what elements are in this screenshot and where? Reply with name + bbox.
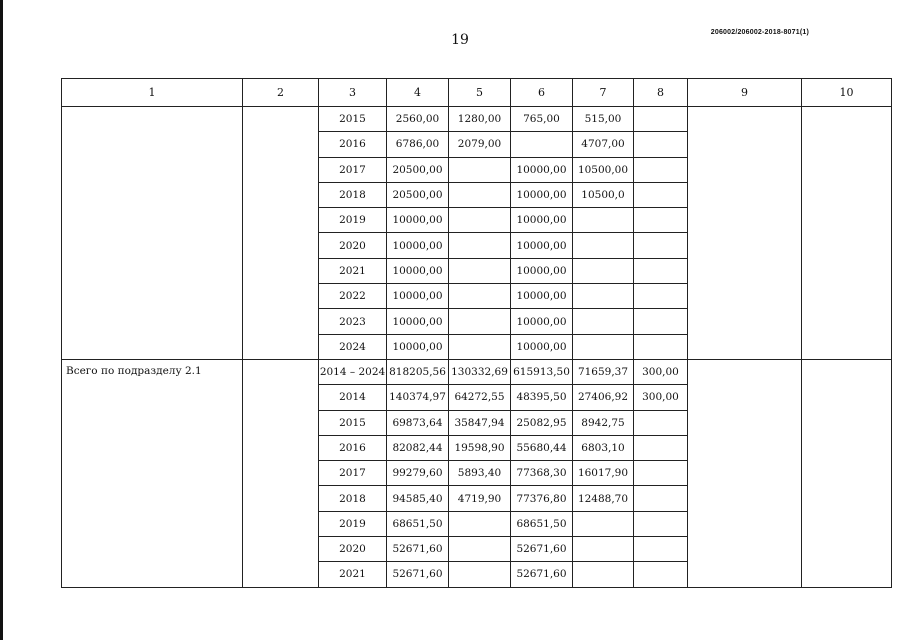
value-cell: 6786,00: [387, 132, 449, 157]
year-cell: 2014 – 2024: [319, 359, 387, 384]
header-cell: 2: [243, 79, 319, 107]
value-cell: 2560,00: [387, 107, 449, 132]
empty-cell-col2: [243, 107, 319, 360]
header-cell: 4: [387, 79, 449, 107]
value-cell: 6803,10: [573, 435, 634, 460]
value-cell: [634, 107, 688, 132]
year-cell: 2022: [319, 284, 387, 309]
page-number: 19: [451, 32, 469, 48]
header-cell: 6: [511, 79, 573, 107]
value-cell: [573, 334, 634, 359]
value-cell: [634, 486, 688, 511]
value-cell: [634, 410, 688, 435]
value-cell: 10000,00: [387, 334, 449, 359]
value-cell: [634, 284, 688, 309]
value-cell: 20500,00: [387, 157, 449, 182]
year-cell: 2021: [319, 562, 387, 587]
value-cell: 71659,37: [573, 359, 634, 384]
value-cell: [449, 309, 511, 334]
value-cell: [634, 208, 688, 233]
value-cell: 48395,50: [511, 385, 573, 410]
empty-cell-col9: [688, 107, 802, 360]
value-cell: 515,00: [573, 107, 634, 132]
year-cell: 2020: [319, 537, 387, 562]
value-cell: 52671,60: [511, 562, 573, 587]
value-cell: [449, 157, 511, 182]
table-row: [62, 359, 892, 384]
value-cell: [634, 511, 688, 536]
value-cell: 35847,94: [449, 410, 511, 435]
header-cell: 9: [688, 79, 802, 107]
value-cell: [449, 208, 511, 233]
value-cell: 10000,00: [387, 258, 449, 283]
table-row: [62, 107, 892, 132]
value-cell: [449, 233, 511, 258]
value-cell: [449, 511, 511, 536]
value-cell: [449, 562, 511, 587]
value-cell: 10500,0: [573, 182, 634, 207]
value-cell: [449, 258, 511, 283]
value-cell: [449, 537, 511, 562]
value-cell: 99279,60: [387, 461, 449, 486]
year-cell: 2015: [319, 410, 387, 435]
year-cell: 2023: [319, 309, 387, 334]
value-cell: 765,00: [511, 107, 573, 132]
value-cell: 64272,55: [449, 385, 511, 410]
value-cell: 10000,00: [511, 182, 573, 207]
document-id: 206002/206002-2018-8071(1): [710, 29, 809, 36]
value-cell: 10000,00: [387, 309, 449, 334]
value-cell: [634, 182, 688, 207]
value-cell: 300,00: [634, 385, 688, 410]
header-cell: 3: [319, 79, 387, 107]
value-cell: 10000,00: [511, 208, 573, 233]
value-cell: 94585,40: [387, 486, 449, 511]
value-cell: 615913,50: [511, 359, 573, 384]
value-cell: 77368,30: [511, 461, 573, 486]
header-cell: 10: [802, 79, 892, 107]
value-cell: 69873,64: [387, 410, 449, 435]
subsection-total-label: Всего по подразделу 2.1: [66, 364, 202, 377]
row-label-cell: [62, 107, 243, 360]
value-cell: 12488,70: [573, 486, 634, 511]
value-cell: 10000,00: [511, 233, 573, 258]
year-cell: 2018: [319, 182, 387, 207]
value-cell: 68651,50: [511, 511, 573, 536]
value-cell: [634, 334, 688, 359]
value-cell: 2079,00: [449, 132, 511, 157]
year-cell: 2020: [319, 233, 387, 258]
value-cell: [573, 284, 634, 309]
table-header-row: [62, 79, 892, 107]
value-cell: 19598,90: [449, 435, 511, 460]
value-cell: 10000,00: [387, 208, 449, 233]
value-cell: 77376,80: [511, 486, 573, 511]
value-cell: 4719,90: [449, 486, 511, 511]
value-cell: 20500,00: [387, 182, 449, 207]
value-cell: 55680,44: [511, 435, 573, 460]
year-cell: 2018: [319, 486, 387, 511]
value-cell: 130332,69: [449, 359, 511, 384]
value-cell: [449, 334, 511, 359]
value-cell: 10000,00: [511, 334, 573, 359]
value-cell: 10000,00: [511, 284, 573, 309]
value-cell: 10000,00: [387, 284, 449, 309]
value-cell: [634, 157, 688, 182]
year-cell: 2024: [319, 334, 387, 359]
value-cell: [634, 562, 688, 587]
header-cell: 1: [62, 79, 243, 107]
header-cell: 5: [449, 79, 511, 107]
value-cell: [511, 132, 573, 157]
year-cell: 2019: [319, 511, 387, 536]
value-cell: 5893,40: [449, 461, 511, 486]
value-cell: 10000,00: [387, 233, 449, 258]
year-cell: 2015: [319, 107, 387, 132]
value-cell: 52671,60: [387, 537, 449, 562]
row-label-cell: [62, 359, 243, 587]
year-cell: 2016: [319, 132, 387, 157]
budget-table: [61, 78, 892, 588]
value-cell: 140374,97: [387, 385, 449, 410]
value-cell: 27406,92: [573, 385, 634, 410]
value-cell: [634, 132, 688, 157]
empty-cell-col10: [802, 359, 892, 587]
year-cell: 2017: [319, 157, 387, 182]
value-cell: [634, 537, 688, 562]
value-cell: [449, 182, 511, 207]
value-cell: [573, 233, 634, 258]
value-cell: 10000,00: [511, 157, 573, 182]
value-cell: [634, 461, 688, 486]
value-cell: 52671,60: [387, 562, 449, 587]
value-cell: [573, 309, 634, 334]
value-cell: 68651,50: [387, 511, 449, 536]
value-cell: 82082,44: [387, 435, 449, 460]
value-cell: 4707,00: [573, 132, 634, 157]
year-cell: 2017: [319, 461, 387, 486]
year-cell: 2021: [319, 258, 387, 283]
empty-cell-col10: [802, 107, 892, 360]
value-cell: 10500,00: [573, 157, 634, 182]
value-cell: [634, 435, 688, 460]
value-cell: [573, 537, 634, 562]
value-cell: [449, 284, 511, 309]
value-cell: 16017,90: [573, 461, 634, 486]
empty-cell-col9: [688, 359, 802, 587]
value-cell: 818205,56: [387, 359, 449, 384]
value-cell: [634, 233, 688, 258]
value-cell: 10000,00: [511, 258, 573, 283]
empty-cell-col2: [243, 359, 319, 587]
year-cell: 2014: [319, 385, 387, 410]
page-left-edge: [0, 0, 3, 640]
value-cell: 300,00: [634, 359, 688, 384]
year-cell: 2019: [319, 208, 387, 233]
value-cell: 8942,75: [573, 410, 634, 435]
value-cell: [634, 309, 688, 334]
value-cell: 52671,60: [511, 537, 573, 562]
header-cell: 8: [634, 79, 688, 107]
value-cell: [573, 562, 634, 587]
value-cell: [573, 258, 634, 283]
value-cell: [634, 258, 688, 283]
value-cell: [573, 511, 634, 536]
value-cell: 1280,00: [449, 107, 511, 132]
value-cell: 10000,00: [511, 309, 573, 334]
value-cell: 25082,95: [511, 410, 573, 435]
year-cell: 2016: [319, 435, 387, 460]
value-cell: [573, 208, 634, 233]
header-cell: 7: [573, 79, 634, 107]
